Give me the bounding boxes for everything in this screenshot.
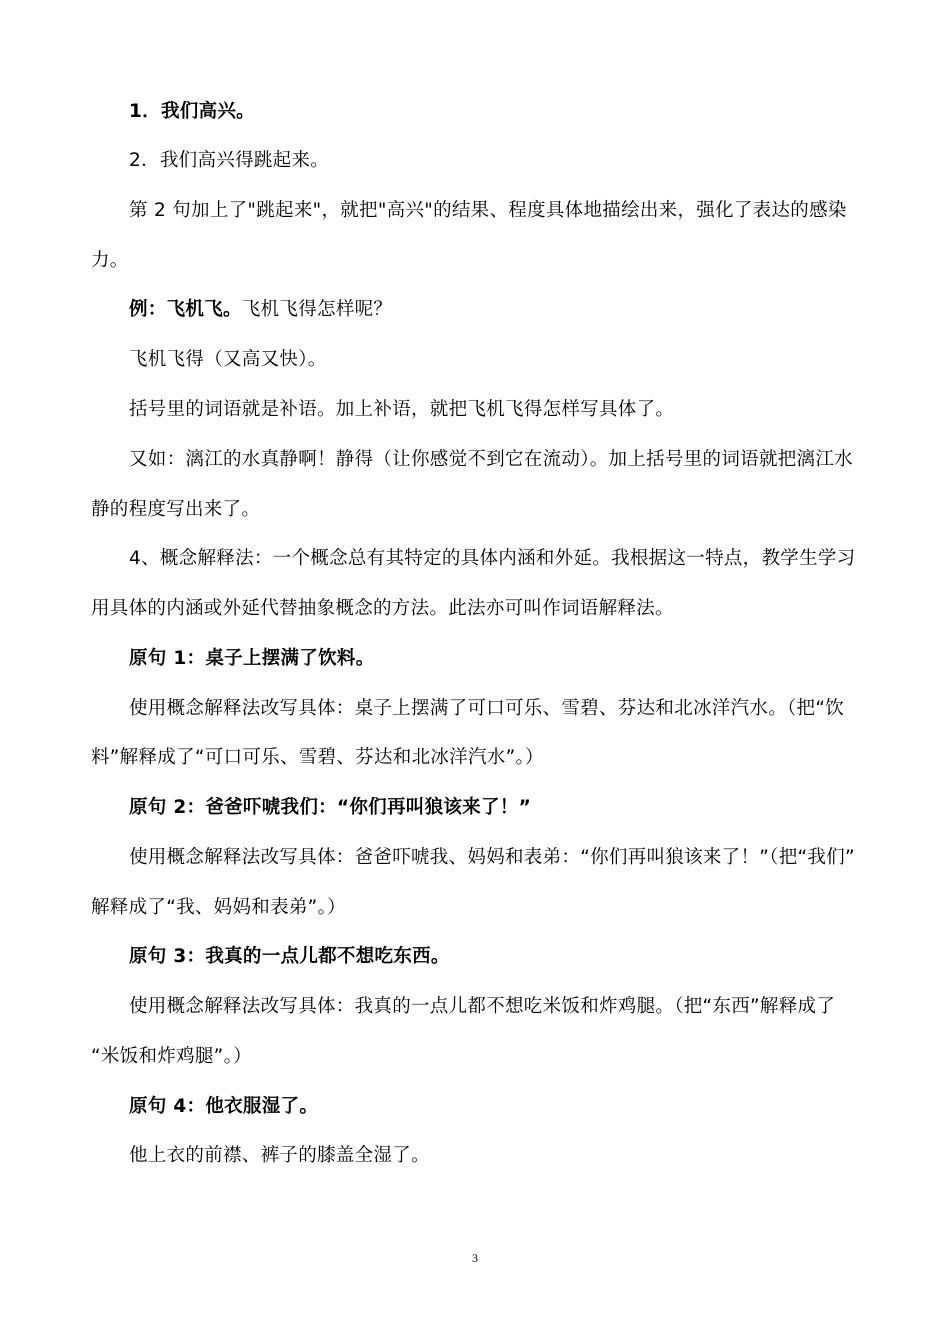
original-sentence-4: 原句 4：他衣服湿了。 bbox=[129, 1096, 319, 1117]
page-number: 3 bbox=[472, 1251, 478, 1265]
rewrite-3: 使用概念解释法改写具体：我真的一点儿都不想吃米饭和炸鸡腿。（把“东西”解释成了 bbox=[129, 996, 836, 1017]
method-4-continued: 用具体的内涵或外延代替抽象概念的方法。此法亦可叫作词语解释法。 bbox=[91, 598, 674, 619]
method-4-heading: 4、概念解释法：一个概念总有其特定的具体内涵和外延。我根据这一特点，教学生学习 bbox=[129, 548, 856, 569]
original-sentence-1: 原句 1：桌子上摆满了饮料。 bbox=[129, 648, 375, 669]
lijiang-example-continued: 静的程度写出来了。 bbox=[91, 499, 261, 520]
rewrite-1: 使用概念解释法改写具体：桌子上摆满了可口可乐、雪碧、芬达和北冰洋汽水。（把“饮 bbox=[129, 698, 845, 719]
example-label: 例：飞机飞。 bbox=[129, 299, 242, 320]
explanation-line-continued: 力。 bbox=[91, 250, 129, 271]
example-question: 飞机飞得怎样呢？ bbox=[241, 299, 393, 320]
original-sentence-3: 原句 3：我真的一点儿都不想吃东西。 bbox=[129, 946, 450, 967]
rewrite-4: 他上衣的前襟、裤子的膝盖全湿了。 bbox=[129, 1145, 430, 1166]
example-sentence-1: 1．我们高兴。 bbox=[129, 101, 255, 122]
rewrite-1-continued: 料”解释成了“可口可乐、雪碧、芬达和北冰洋汽水”。） bbox=[91, 747, 544, 768]
rewrite-3-continued: “米饭和炸鸡腿”。） bbox=[91, 1046, 252, 1067]
original-sentence-2: 原句 2：爸爸吓唬我们：“你们再叫狼该来了！” bbox=[129, 797, 532, 818]
explanation-line: 第 2 句加上了"跳起来"，就把"高兴"的结果、程度具体地描绘出来，强化了表达的感染 bbox=[129, 200, 847, 221]
rewrite-2: 使用概念解释法改写具体：爸爸吓唬我、妈妈和表弟：“你们再叫狼该来了！”（把“我们” bbox=[129, 847, 855, 868]
rewrite-2-continued: 解释成了“我、妈妈和表弟”。） bbox=[91, 897, 346, 918]
example-heading bbox=[129, 298, 392, 322]
complement-explanation: 括号里的词语就是补语。加上补语，就把飞机飞得怎样写具体了。 bbox=[129, 399, 675, 420]
example-sentence-2: 2．我们高兴得跳起来。 bbox=[129, 150, 330, 171]
lijiang-example: 又如：漓江的水真静啊！静得（让你感觉不到它在流动）。加上括号里的词语就把漓江水 bbox=[129, 449, 853, 470]
example-answer: 飞机飞得（又高又快）。 bbox=[129, 349, 327, 370]
